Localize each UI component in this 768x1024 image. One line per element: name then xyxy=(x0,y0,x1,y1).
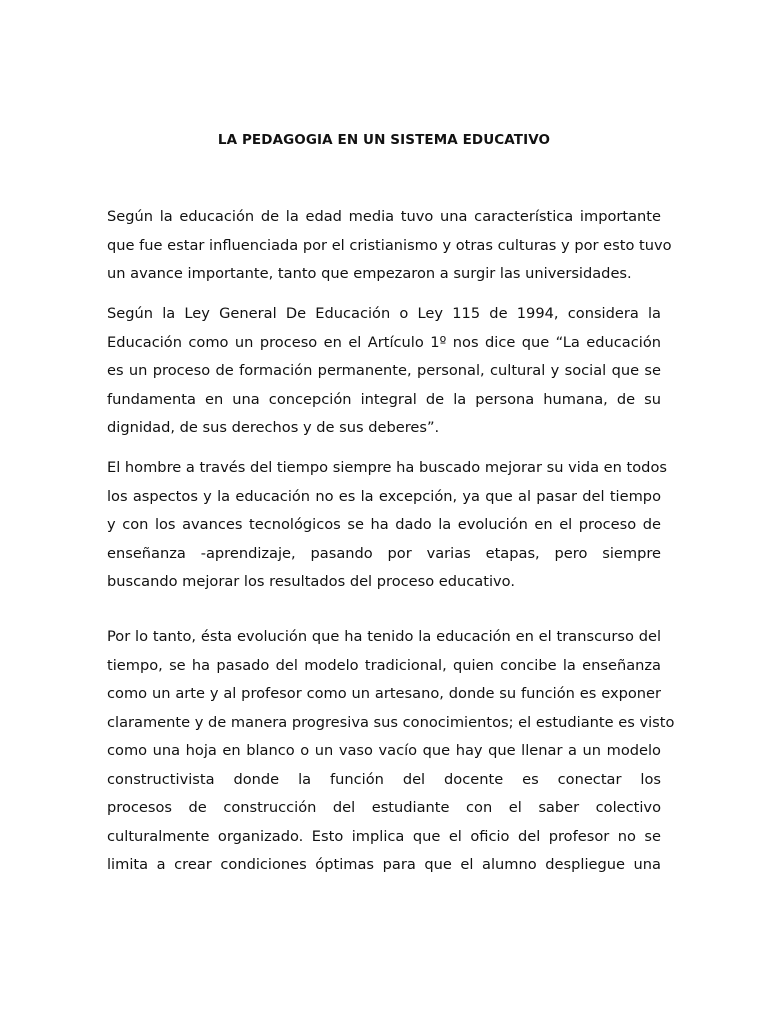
paragraph-line: fundamenta en una concepción integral de la persona humana, de su xyxy=(107,390,661,408)
paragraph-line: un avance importante, tanto que empezaron a surgir las universidades. xyxy=(107,265,632,282)
paragraph-2 xyxy=(107,300,661,443)
paragraph-line: culturalmente organizado. Esto implica que el oficio del profesor no se xyxy=(107,827,661,845)
paragraph-line: El hombre a través del tiempo siempre ha buscado mejorar su vida en todos xyxy=(107,459,667,476)
paragraph-line: Educación como un proceso en el Artículo 1º nos dice que “La educación xyxy=(107,333,661,351)
paragraph-1 xyxy=(107,203,672,289)
paragraph-line: procesos de construcción del estudiante con el saber colectivo xyxy=(107,799,661,816)
paragraph-line: Según la Ley General De Educación o Ley 115 de 1994, considera la xyxy=(107,305,661,322)
paragraph-line: constructivista donde la función del docente es conectar los xyxy=(107,770,661,788)
paragraph-line: Según la educación de la edad media tuvo una característica importante xyxy=(107,208,661,225)
paragraph-line: buscando mejorar los resultados del proceso educativo. xyxy=(107,573,515,590)
paragraph-line: enseñanza -aprendizaje, pasando por varias etapas, pero siempre xyxy=(107,544,661,562)
paragraph-line: limita a crear condiciones óptimas para que el alumno despliegue una xyxy=(107,856,661,873)
paragraph-3 xyxy=(107,454,667,597)
paragraph-4 xyxy=(107,623,675,880)
document-title: LA PEDAGOGIA EN UN SISTEMA EDUCATIVO xyxy=(217,132,551,148)
paragraph-line: como un arte y al profesor como un artesano, donde su función es exponer xyxy=(107,685,661,702)
paragraph-line: que fue estar influenciada por el cristianismo y otras culturas y por esto tuvo xyxy=(107,236,672,254)
paragraph-line: como una hoja en blanco o un vaso vacío que hay que llenar a un modelo xyxy=(107,742,661,759)
paragraph-line: Por lo tanto, ésta evolución que ha tenido la educación en el transcurso del xyxy=(107,628,661,645)
paragraph-line: dignidad, de sus derechos y de sus deberes”. xyxy=(107,419,440,436)
paragraph-line: claramente y de manera progresiva sus conocimientos; el estudiante es visto xyxy=(107,713,675,731)
paragraph-line: es un proceso de formación permanente, personal, cultural y social que se xyxy=(107,362,661,379)
paragraph-line: los aspectos y la educación no es la excepción, ya que al pasar del tiempo xyxy=(107,487,661,505)
paragraph-line: y con los avances tecnológicos se ha dado la evolución en el proceso de xyxy=(107,516,661,533)
paragraph-line: tiempo, se ha pasado del modelo tradicional, quien concibe la enseñanza xyxy=(107,656,661,674)
